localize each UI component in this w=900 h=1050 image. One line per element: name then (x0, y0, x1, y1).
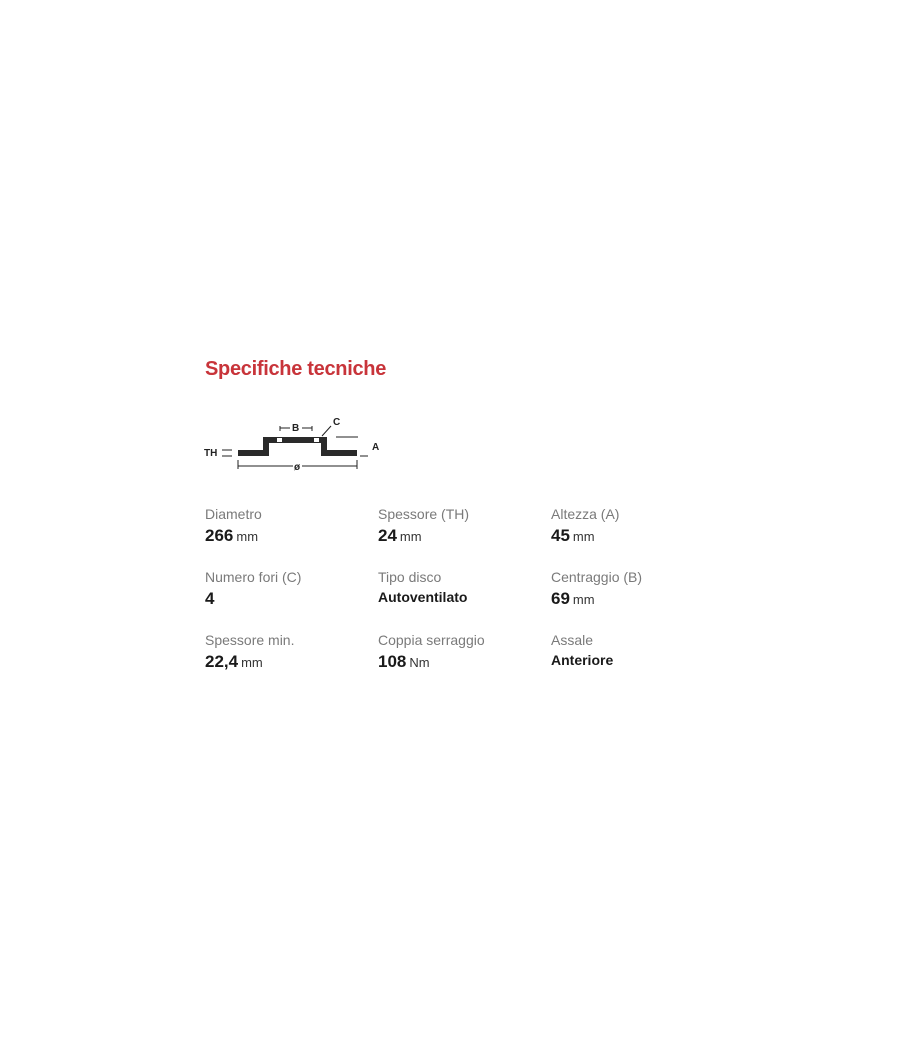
spec-value: 45 (551, 526, 570, 545)
spec-value: 22,4 (205, 652, 239, 671)
spec-altezza (551, 506, 721, 546)
spec-label: Coppia serraggio (378, 632, 485, 648)
label-a: A (372, 442, 380, 453)
label-th: TH (204, 448, 218, 459)
spec-assale (551, 632, 721, 670)
spec-value: Autoventilato (378, 589, 468, 605)
spec-label: Diametro (205, 506, 262, 522)
spec-label: Spessore min. (205, 632, 295, 648)
spec-value: Anteriore (551, 652, 614, 668)
hole-left (277, 438, 282, 442)
spec-value: 108 (378, 652, 407, 671)
spec-value: 4 (205, 589, 215, 608)
label-b: B (292, 423, 300, 434)
spec-unit: mm (241, 655, 263, 670)
spec-value: 69 (551, 589, 570, 608)
label-c: C (333, 417, 341, 428)
spec-label: Numero fori (C) (205, 569, 302, 585)
spec-label: Altezza (A) (551, 506, 620, 522)
spec-tipo-disco (378, 569, 548, 607)
label-diameter: ø (294, 462, 301, 473)
spec-label: Centraggio (B) (551, 569, 643, 585)
spec-unit: mm (236, 529, 259, 544)
disc-profile (238, 437, 357, 456)
spec-unit: mm (572, 592, 595, 607)
spec-label: Tipo disco (378, 569, 442, 585)
spec-spessore (378, 506, 548, 546)
spec-coppia-serraggio (378, 632, 548, 672)
spec-unit: mm (572, 529, 595, 544)
spec-unit: mm (399, 529, 422, 544)
spec-label: Assale (551, 632, 594, 648)
spec-value: 24 (378, 526, 397, 545)
spec-label: Spessore (TH) (378, 506, 470, 522)
spec-centraggio (551, 569, 721, 609)
spec-value: 266 (205, 526, 234, 545)
section-title: Specifiche tecniche (205, 358, 387, 380)
brake-disc-diagram (200, 410, 390, 476)
spec-numero-fori (205, 569, 375, 609)
hole-right (314, 438, 319, 442)
spec-diametro (205, 506, 375, 546)
spec-unit: Nm (409, 655, 430, 670)
spec-spessore-min (205, 632, 375, 672)
